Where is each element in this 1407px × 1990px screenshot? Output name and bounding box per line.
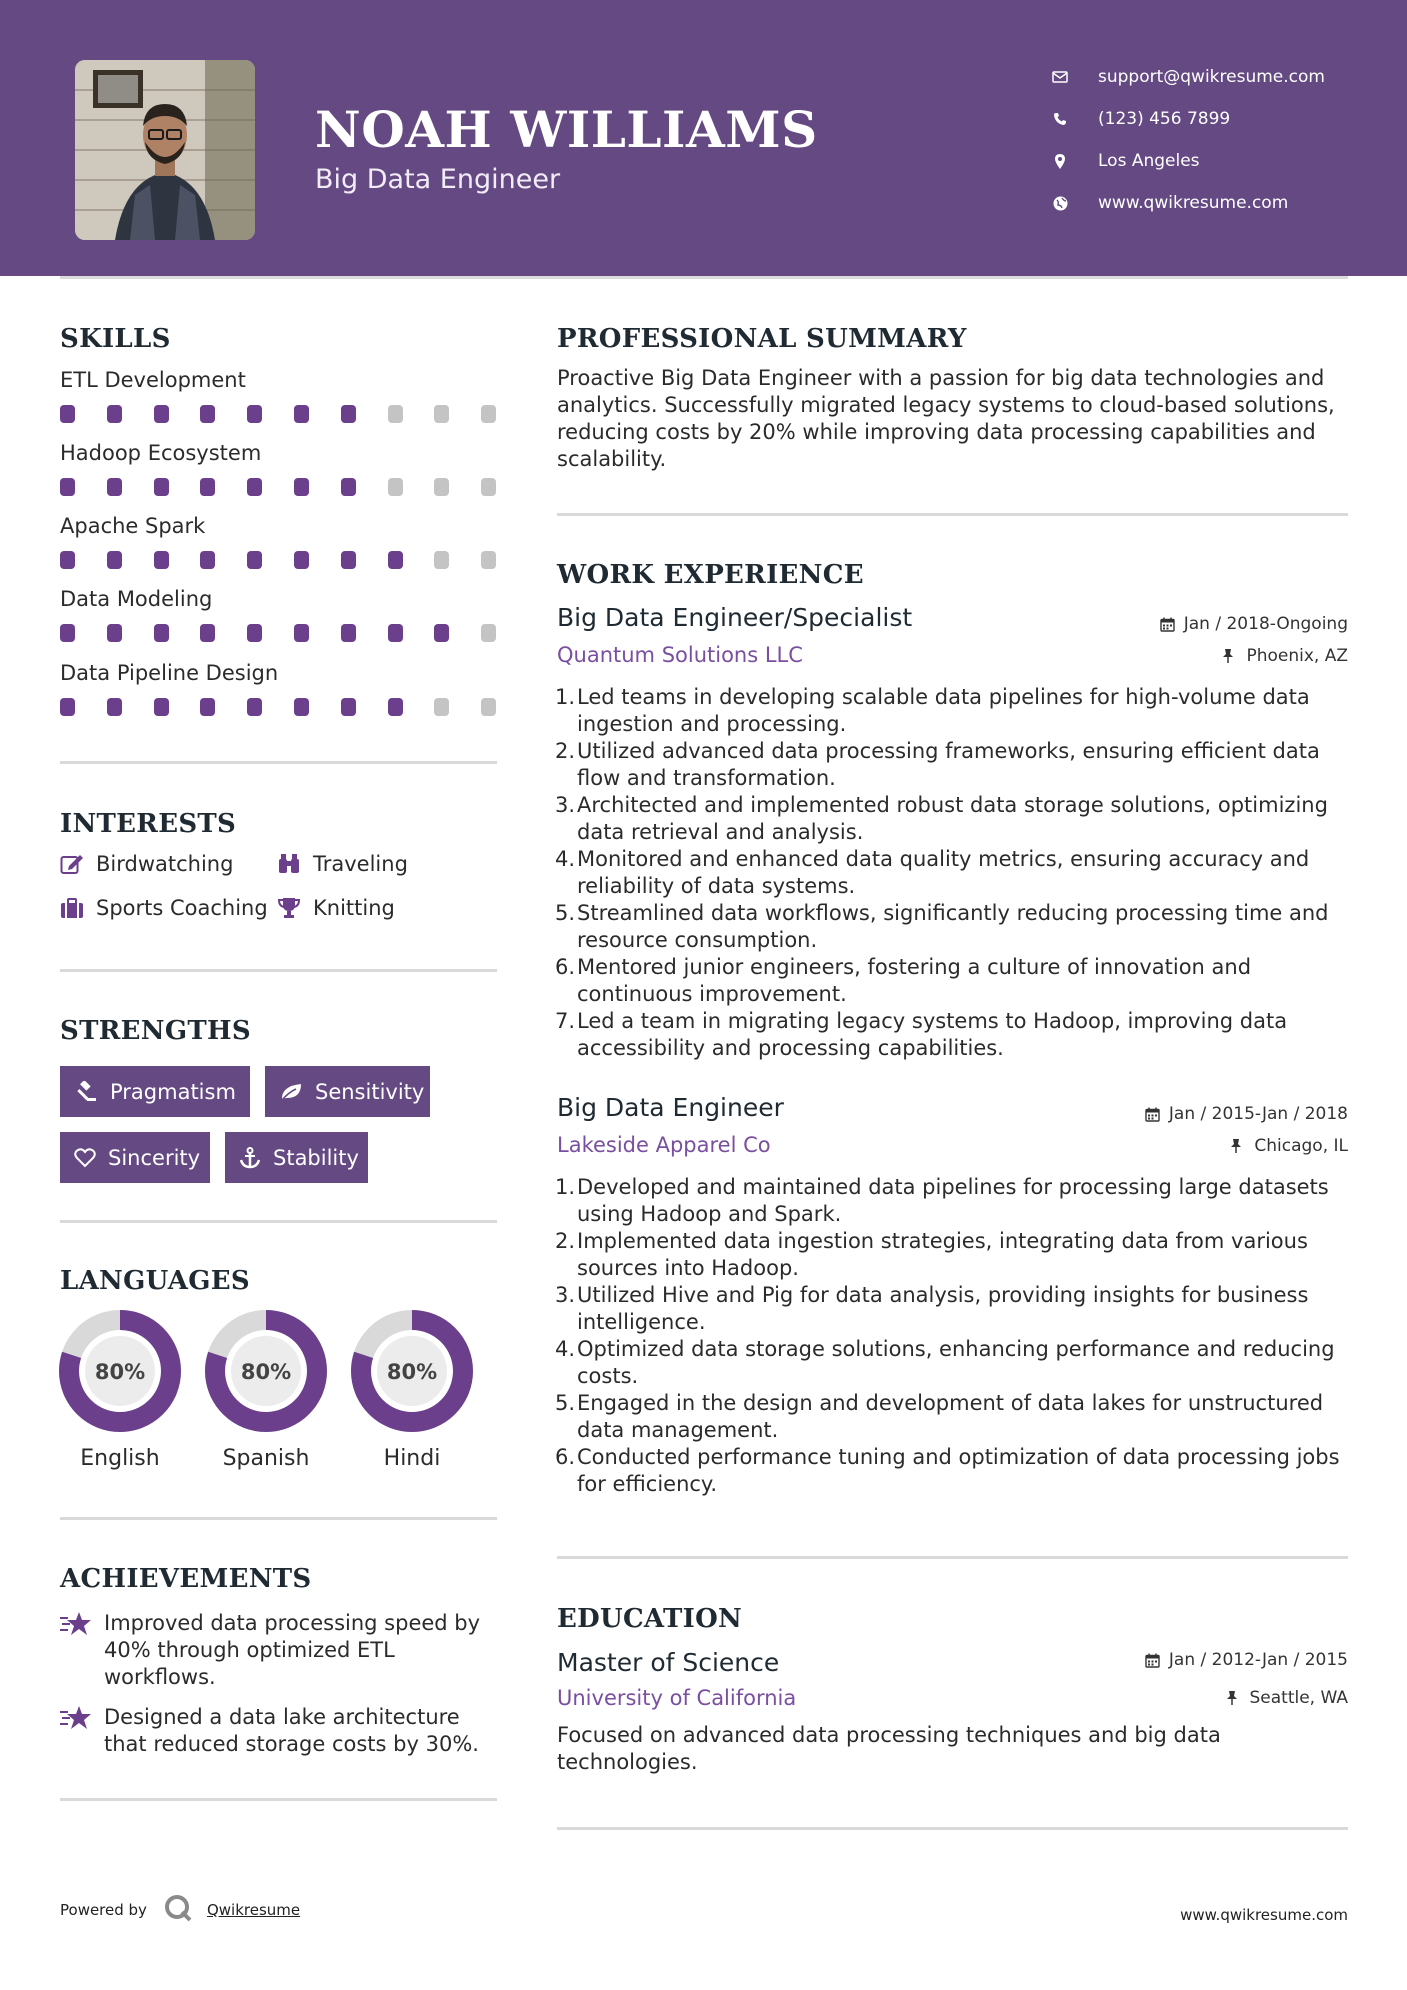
skill-dot-filled (60, 698, 75, 716)
interest-item (277, 852, 408, 876)
skill-dot-filled (107, 405, 122, 423)
item-number: 2. (554, 1229, 575, 1253)
skill-rating (60, 624, 497, 642)
skill-dot-filled (60, 405, 75, 423)
responsibility-item (551, 738, 1348, 792)
item-number: 5. (554, 901, 575, 925)
education-dates-text: Jan / 2012-Jan / 2015 (1168, 1650, 1348, 1670)
skill-rating (60, 478, 497, 496)
pencil-square-icon (60, 852, 86, 876)
language-progress-ring (59, 1310, 181, 1432)
strength-tag (60, 1132, 210, 1183)
language-item (205, 1310, 327, 1471)
contact-location-text: Los Angeles (1098, 151, 1200, 171)
skill-dot-filled (247, 698, 262, 716)
skill-name: Hadoop Ecosystem (60, 441, 262, 465)
responsibility-text: Utilized advanced data processing frameworks, ensuring efficient data flow and transformation. (577, 739, 1320, 790)
strength-label: Stability (273, 1145, 359, 1170)
skill-dot-filled (107, 624, 122, 642)
skill-dot-empty (388, 478, 403, 496)
skill-dot-filled (294, 478, 309, 496)
skill-dot-filled (294, 405, 309, 423)
contact-email[interactable] (1050, 56, 1325, 98)
calendar-icon (1160, 616, 1176, 632)
section-divider (557, 1827, 1348, 1830)
job-dates (1145, 1104, 1348, 1124)
strength-label: Sensitivity (315, 1079, 425, 1104)
section-divider (60, 1798, 497, 1801)
pushpin-icon (1222, 648, 1238, 664)
language-percent: 80% (240, 1360, 292, 1384)
contact-phone-text: (123) 456 7899 (1098, 109, 1231, 129)
calendar-icon (1145, 1652, 1161, 1668)
responsibility-text: Implemented data ingestion strategies, integrating data from various sources into Hadoop. (577, 1229, 1308, 1280)
strengths-heading: STRENGTHS (60, 1016, 251, 1046)
education-description: Focused on advanced data processing techniques and big data technologies. (557, 1723, 1221, 1774)
skill-dot-empty (434, 698, 449, 716)
achievement-text: Designed a data lake architecture that reduced storage costs by 30%. (104, 1705, 479, 1756)
achievement-item (60, 1704, 500, 1758)
responsibility-item (551, 1282, 1348, 1336)
binoculars-icon (277, 852, 303, 876)
skill-name: ETL Development (60, 368, 246, 392)
language-name: English (80, 1446, 160, 1471)
skill-dot-filled (107, 551, 122, 569)
contact-email-text: support@qwikresume.com (1098, 67, 1325, 87)
section-divider (60, 969, 497, 972)
summary-text: Proactive Big Data Engineer with a passion for big data technologies and analytics. Successfully migrated legacy systems to cloud-based solutions, reducing costs by 20% while improving data processing capabilities and scalability. (557, 366, 1335, 471)
language-progress-ring (205, 1310, 327, 1432)
responsibility-text: Led a team in migrating legacy systems to Hadoop, improving data accessibility and processing capabilities. (577, 1009, 1288, 1060)
responsibility-item (551, 900, 1348, 954)
strength-tag (60, 1066, 250, 1117)
language-name: Spanish (222, 1446, 310, 1471)
work-heading: WORK EXPERIENCE (557, 560, 864, 590)
responsibility-text: Architected and implemented robust data storage solutions, optimizing data retrieval and analysis. (577, 793, 1328, 844)
skill-dot-empty (434, 405, 449, 423)
contact-location (1050, 140, 1325, 182)
language-name: Hindi (383, 1446, 441, 1471)
skill-dot-empty (481, 698, 496, 716)
skill-dot-filled (341, 551, 356, 569)
footer-powered-by (60, 1893, 300, 1927)
item-number: 4. (554, 1337, 575, 1361)
skill-name: Data Modeling (60, 587, 213, 611)
skill-name: Data Pipeline Design (60, 661, 279, 685)
skill-dot-filled (247, 624, 262, 642)
section-divider (60, 761, 497, 764)
skill-dot-filled (107, 478, 122, 496)
company-name: Lakeside Apparel Co (557, 1133, 771, 1157)
item-number: 1. (554, 685, 575, 709)
envelope-icon (1050, 68, 1070, 86)
skill-dot-filled (154, 551, 169, 569)
item-number: 1. (554, 1175, 575, 1199)
anchor-icon (239, 1147, 261, 1169)
skill-dot-filled (154, 698, 169, 716)
skill-dot-empty (388, 405, 403, 423)
skill-dot-filled (388, 551, 403, 569)
responsibility-item (551, 1228, 1348, 1282)
item-number: 5. (554, 1391, 575, 1415)
strength-tag (265, 1066, 430, 1117)
skill-dot-filled (154, 624, 169, 642)
achievements-heading: ACHIEVEMENTS (60, 1564, 312, 1594)
skill-dot-filled (388, 624, 403, 642)
job-title: Big Data Engineer/Specialist (557, 603, 913, 632)
item-number: 4. (554, 847, 575, 871)
skill-dot-filled (294, 624, 309, 642)
skill-dot-empty (481, 551, 496, 569)
heart-icon (74, 1147, 96, 1169)
skill-dot-empty (481, 624, 496, 642)
section-divider (60, 1517, 497, 1520)
skill-dot-filled (154, 405, 169, 423)
skill-dot-filled (247, 478, 262, 496)
qwikresume-logo-icon (163, 1893, 193, 1927)
contact-phone[interactable] (1050, 98, 1325, 140)
responsibility-text: Developed and maintained data pipelines for processing large datasets using Hadoop and Spark. (577, 1175, 1329, 1226)
skill-dot-filled (107, 698, 122, 716)
achievement-text: Improved data processing speed by 40% through optimized ETL workflows. (104, 1611, 481, 1689)
star-badge-icon (60, 1704, 92, 1734)
responsibility-item (551, 954, 1348, 1008)
responsibility-item (551, 1390, 1348, 1444)
languages-heading: LANGUAGES (60, 1266, 250, 1296)
skill-dot-filled (200, 405, 215, 423)
responsibility-text: Optimized data storage solutions, enhancing performance and reducing costs. (577, 1337, 1335, 1388)
interest-item (60, 852, 233, 876)
education-location (1226, 1688, 1349, 1708)
skill-dot-filled (341, 405, 356, 423)
skill-rating (60, 698, 497, 716)
skill-rating (60, 405, 497, 423)
interest-label: Sports Coaching (96, 896, 268, 920)
education-dates (1145, 1650, 1348, 1670)
item-number: 7. (554, 1009, 575, 1033)
skill-dot-empty (481, 478, 496, 496)
job-location-text: Phoenix, AZ (1246, 646, 1348, 666)
skill-dot-filled (341, 624, 356, 642)
powered-by-text: Powered by (60, 1901, 147, 1919)
school-name: University of California (557, 1686, 797, 1710)
achievement-item (60, 1610, 500, 1691)
leaf-icon (279, 1081, 303, 1103)
skill-dot-filled (60, 624, 75, 642)
skill-dot-filled (60, 478, 75, 496)
responsibility-text: Monitored and enhanced data quality metrics, ensuring accuracy and reliability of data systems. (577, 847, 1310, 898)
responsibility-text: Mentored junior engineers, fostering a culture of innovation and continuous improvement. (577, 955, 1252, 1006)
skill-dot-empty (434, 551, 449, 569)
contact-website[interactable] (1050, 182, 1325, 224)
interest-label: Knitting (313, 896, 395, 920)
strength-tag (225, 1132, 368, 1183)
gavel-icon (74, 1081, 98, 1103)
job-location-text: Chicago, IL (1254, 1136, 1348, 1156)
job-title: Big Data Engineer (557, 1093, 784, 1122)
pushpin-icon (1230, 1138, 1246, 1154)
skill-dot-filled (60, 551, 75, 569)
phone-icon (1050, 110, 1070, 128)
language-percent: 80% (386, 1360, 438, 1384)
skill-dot-filled (341, 478, 356, 496)
responsibility-item (551, 1444, 1348, 1498)
skill-dot-filled (154, 478, 169, 496)
item-number: 6. (554, 955, 575, 979)
responsibility-item (551, 1336, 1348, 1390)
skill-dot-filled (200, 551, 215, 569)
briefcase-icon (60, 896, 86, 920)
job-location (1230, 1136, 1348, 1156)
responsibility-item (551, 792, 1348, 846)
company-name: Quantum Solutions LLC (557, 643, 803, 667)
trophy-icon (277, 896, 303, 920)
language-progress-ring (351, 1310, 473, 1432)
responsibility-text: Engaged in the design and development of data lakes for unstructured data management. (577, 1391, 1324, 1442)
skills-heading: SKILLS (60, 324, 171, 354)
candidate-title: Big Data Engineer (315, 164, 561, 195)
skill-dot-filled (434, 624, 449, 642)
skill-dot-empty (434, 478, 449, 496)
footer-url[interactable]: www.qwikresume.com (1180, 1906, 1348, 1924)
degree-title: Master of Science (557, 1648, 780, 1677)
summary-heading: PROFESSIONAL SUMMARY (557, 324, 967, 354)
skill-dot-filled (341, 698, 356, 716)
skill-dot-filled (247, 551, 262, 569)
language-item (59, 1310, 181, 1471)
responsibility-item (551, 1008, 1348, 1062)
skill-dot-filled (200, 698, 215, 716)
header-divider (60, 276, 1348, 279)
strength-label: Sincerity (108, 1145, 201, 1170)
interest-item (277, 896, 395, 920)
item-number: 6. (554, 1445, 575, 1469)
job-dates-text: Jan / 2015-Jan / 2018 (1168, 1104, 1348, 1124)
item-number: 3. (554, 1283, 575, 1307)
responsibility-item (551, 1174, 1348, 1228)
language-percent: 80% (94, 1360, 146, 1384)
contact-website-text: www.qwikresume.com (1098, 193, 1289, 213)
responsibility-item (551, 684, 1348, 738)
job-responsibilities (551, 684, 1348, 1062)
section-divider (60, 1220, 497, 1223)
location-pin-icon (1050, 152, 1070, 170)
responsibility-text: Conducted performance tuning and optimization of data processing jobs for efficiency. (577, 1445, 1340, 1496)
contact-list (1050, 56, 1325, 224)
job-dates (1160, 614, 1348, 634)
education-location-text: Seattle, WA (1249, 1688, 1348, 1708)
responsibility-text: Utilized Hive and Pig for data analysis, providing insights for business intelligence. (577, 1283, 1309, 1334)
skill-rating (60, 551, 497, 569)
resume-header (0, 0, 1407, 276)
job-responsibilities (551, 1174, 1348, 1498)
section-divider (557, 1556, 1348, 1559)
pushpin-icon (1226, 1690, 1242, 1706)
job-location (1222, 646, 1348, 666)
language-item (351, 1310, 473, 1471)
responsibility-text: Led teams in developing scalable data pipelines for high-volume data ingestion and processing. (577, 685, 1310, 736)
strength-label: Pragmatism (110, 1079, 236, 1104)
skill-name: Apache Spark (60, 514, 206, 538)
interests-heading: INTERESTS (60, 809, 237, 839)
skill-dot-filled (388, 698, 403, 716)
job-dates-text: Jan / 2018-Ongoing (1183, 614, 1348, 634)
skill-dot-filled (200, 478, 215, 496)
item-number: 2. (554, 739, 575, 763)
calendar-icon (1145, 1106, 1161, 1122)
section-divider (557, 513, 1348, 516)
skill-dot-empty (481, 405, 496, 423)
star-badge-icon (60, 1610, 92, 1640)
globe-icon (1050, 194, 1070, 212)
profile-photo (75, 60, 255, 240)
responsibility-text: Streamlined data workflows, significantly reducing processing time and resource consumption. (577, 901, 1329, 952)
education-heading: EDUCATION (557, 1604, 743, 1634)
skill-dot-filled (247, 405, 262, 423)
skill-dot-filled (294, 551, 309, 569)
qwikresume-link[interactable]: Qwikresume (206, 1901, 301, 1919)
skill-dot-filled (200, 624, 215, 642)
item-number: 3. (554, 793, 575, 817)
interest-label: Traveling (313, 852, 408, 876)
interest-item (60, 896, 268, 920)
responsibility-item (551, 846, 1348, 900)
candidate-name: NOAH WILLIAMS (315, 100, 818, 159)
interest-label: Birdwatching (96, 852, 234, 876)
skill-dot-filled (294, 698, 309, 716)
